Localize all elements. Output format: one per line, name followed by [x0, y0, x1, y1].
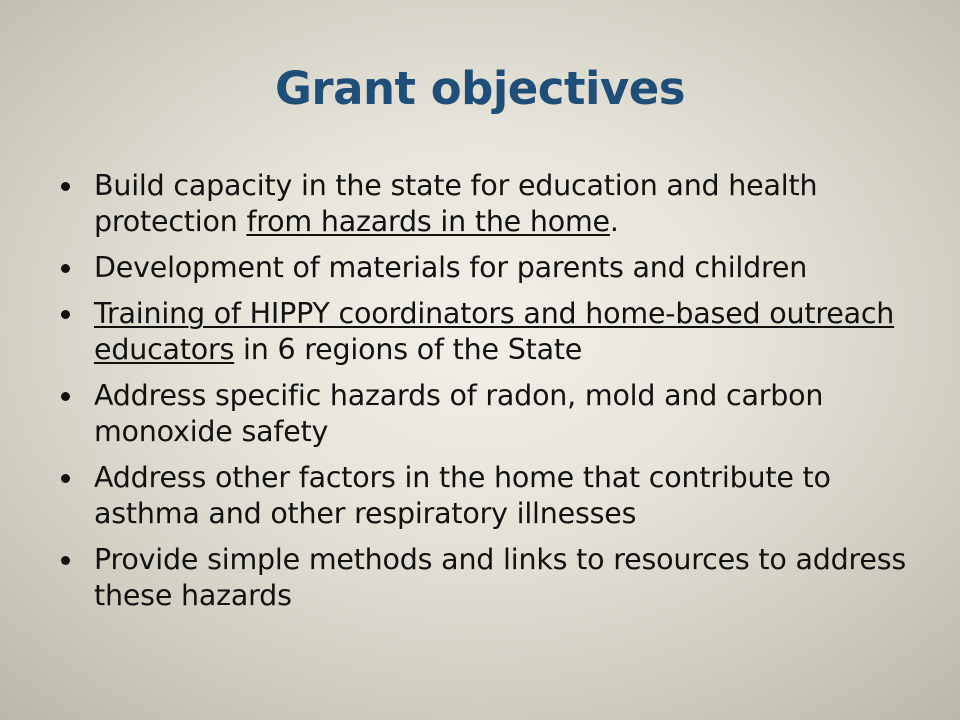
bullet-dot-icon — [61, 310, 70, 319]
bullet-text: Address other factors in the home that contribute to asthma and other respiratory illnesses — [94, 461, 831, 530]
bullet-item — [58, 168, 918, 240]
bullet-item — [58, 460, 918, 532]
slide-title: Grant objectives — [274, 62, 686, 115]
bullet-text: Development of materials for parents and children — [94, 251, 808, 284]
bullet-text-suffix: in 6 regions of the State — [234, 333, 583, 366]
bullet-text-suffix: . — [609, 205, 619, 238]
bullet-text-underlined: from hazards in the home — [246, 205, 610, 238]
bullet-item — [58, 250, 918, 286]
bullet-text-underlined: Training of HIPPY coordinators and home-based outreach educators — [94, 297, 895, 366]
bullet-list — [58, 168, 918, 624]
bullet-dot-icon — [61, 474, 70, 483]
bullet-text: Build capacity in the state for education and health protection — [94, 169, 818, 238]
bullet-dot-icon — [61, 392, 70, 401]
bullet-dot-icon — [61, 182, 70, 191]
bullet-item — [58, 542, 918, 614]
bullet-dot-icon — [61, 556, 70, 565]
bullet-text: Provide simple methods and links to resources to address these hazards — [94, 543, 907, 612]
bullet-dot-icon — [61, 264, 70, 273]
bullet-item — [58, 378, 918, 450]
bullet-item — [58, 296, 918, 368]
bullet-text: Address specific hazards of radon, mold and carbon monoxide safety — [94, 379, 824, 448]
